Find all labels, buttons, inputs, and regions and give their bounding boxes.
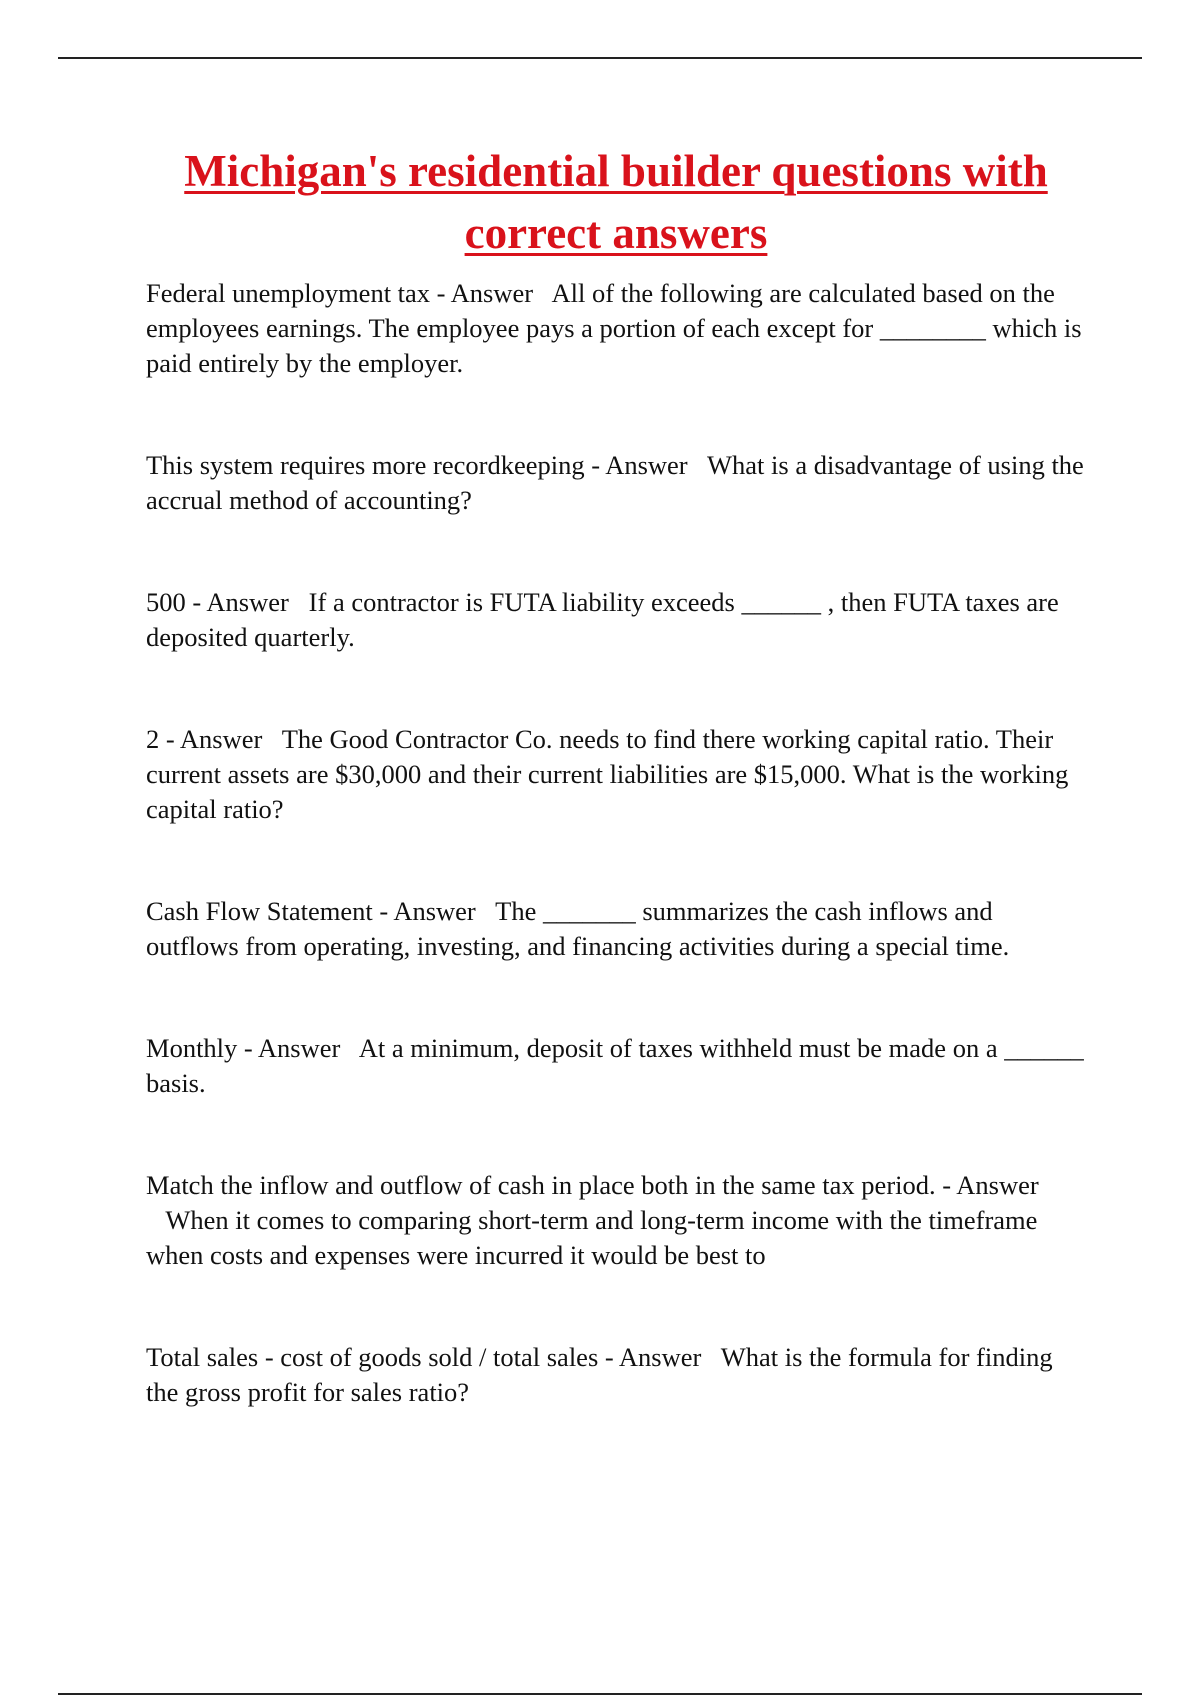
qa-item <box>146 1031 1086 1101</box>
top-rule <box>58 57 1142 59</box>
bottom-rule <box>58 1693 1142 1695</box>
document-title: Michigan's residential builder questions with correct answers <box>184 146 1048 258</box>
question-text: The _______ summarizes the cash inflows and outflows from operating, investing, and financing activities during a special time. <box>146 896 1010 961</box>
question-text: What is a disadvantage of using the accrual method of accounting? <box>146 450 1084 515</box>
question-text: At a minimum, deposit of taxes withheld must be made on a ______ basis. <box>146 1033 1084 1098</box>
document-body <box>146 140 1086 1410</box>
qa-item <box>146 894 1086 964</box>
qa-item <box>146 448 1086 518</box>
question-text: What is the formula for finding the gross profit for sales ratio? <box>146 1342 1053 1407</box>
qa-item <box>146 585 1086 655</box>
qa-item <box>146 1168 1086 1273</box>
question-text: The Good Contractor Co. needs to find there working capital ratio. Their current assets are $30,000 and their current liabilities are $15,000. What is the working capital ratio? <box>146 724 1069 824</box>
answer-text: This system requires more recordkeeping - Answer <box>146 450 688 480</box>
answer-text: 500 - Answer <box>146 587 289 617</box>
qa-item <box>146 722 1086 827</box>
answer-text: Total sales - cost of goods sold / total sales - Answer <box>146 1342 702 1372</box>
question-text: If a contractor is FUTA liability exceeds ______ , then FUTA taxes are deposited quarterly. <box>146 587 1059 652</box>
answer-text: Federal unemployment tax - Answer <box>146 278 534 308</box>
answer-text: 2 - Answer <box>146 724 263 754</box>
answer-text: Cash Flow Statement - Answer <box>146 896 476 926</box>
answer-text: Match the inflow and outflow of cash in place both in the same tax period. - Answer <box>146 1170 1039 1200</box>
question-text: When it comes to comparing short-term and long-term income with the timeframe when costs and expenses were incurred it would be best to <box>146 1205 1038 1270</box>
qa-item <box>146 1340 1086 1410</box>
answer-text: Monthly - Answer <box>146 1033 341 1063</box>
question-text: All of the following are calculated based on the employees earnings. The employee pays a portion of each except for ________ which is paid entirely by the employer. <box>146 278 1082 378</box>
qa-item <box>146 276 1086 381</box>
